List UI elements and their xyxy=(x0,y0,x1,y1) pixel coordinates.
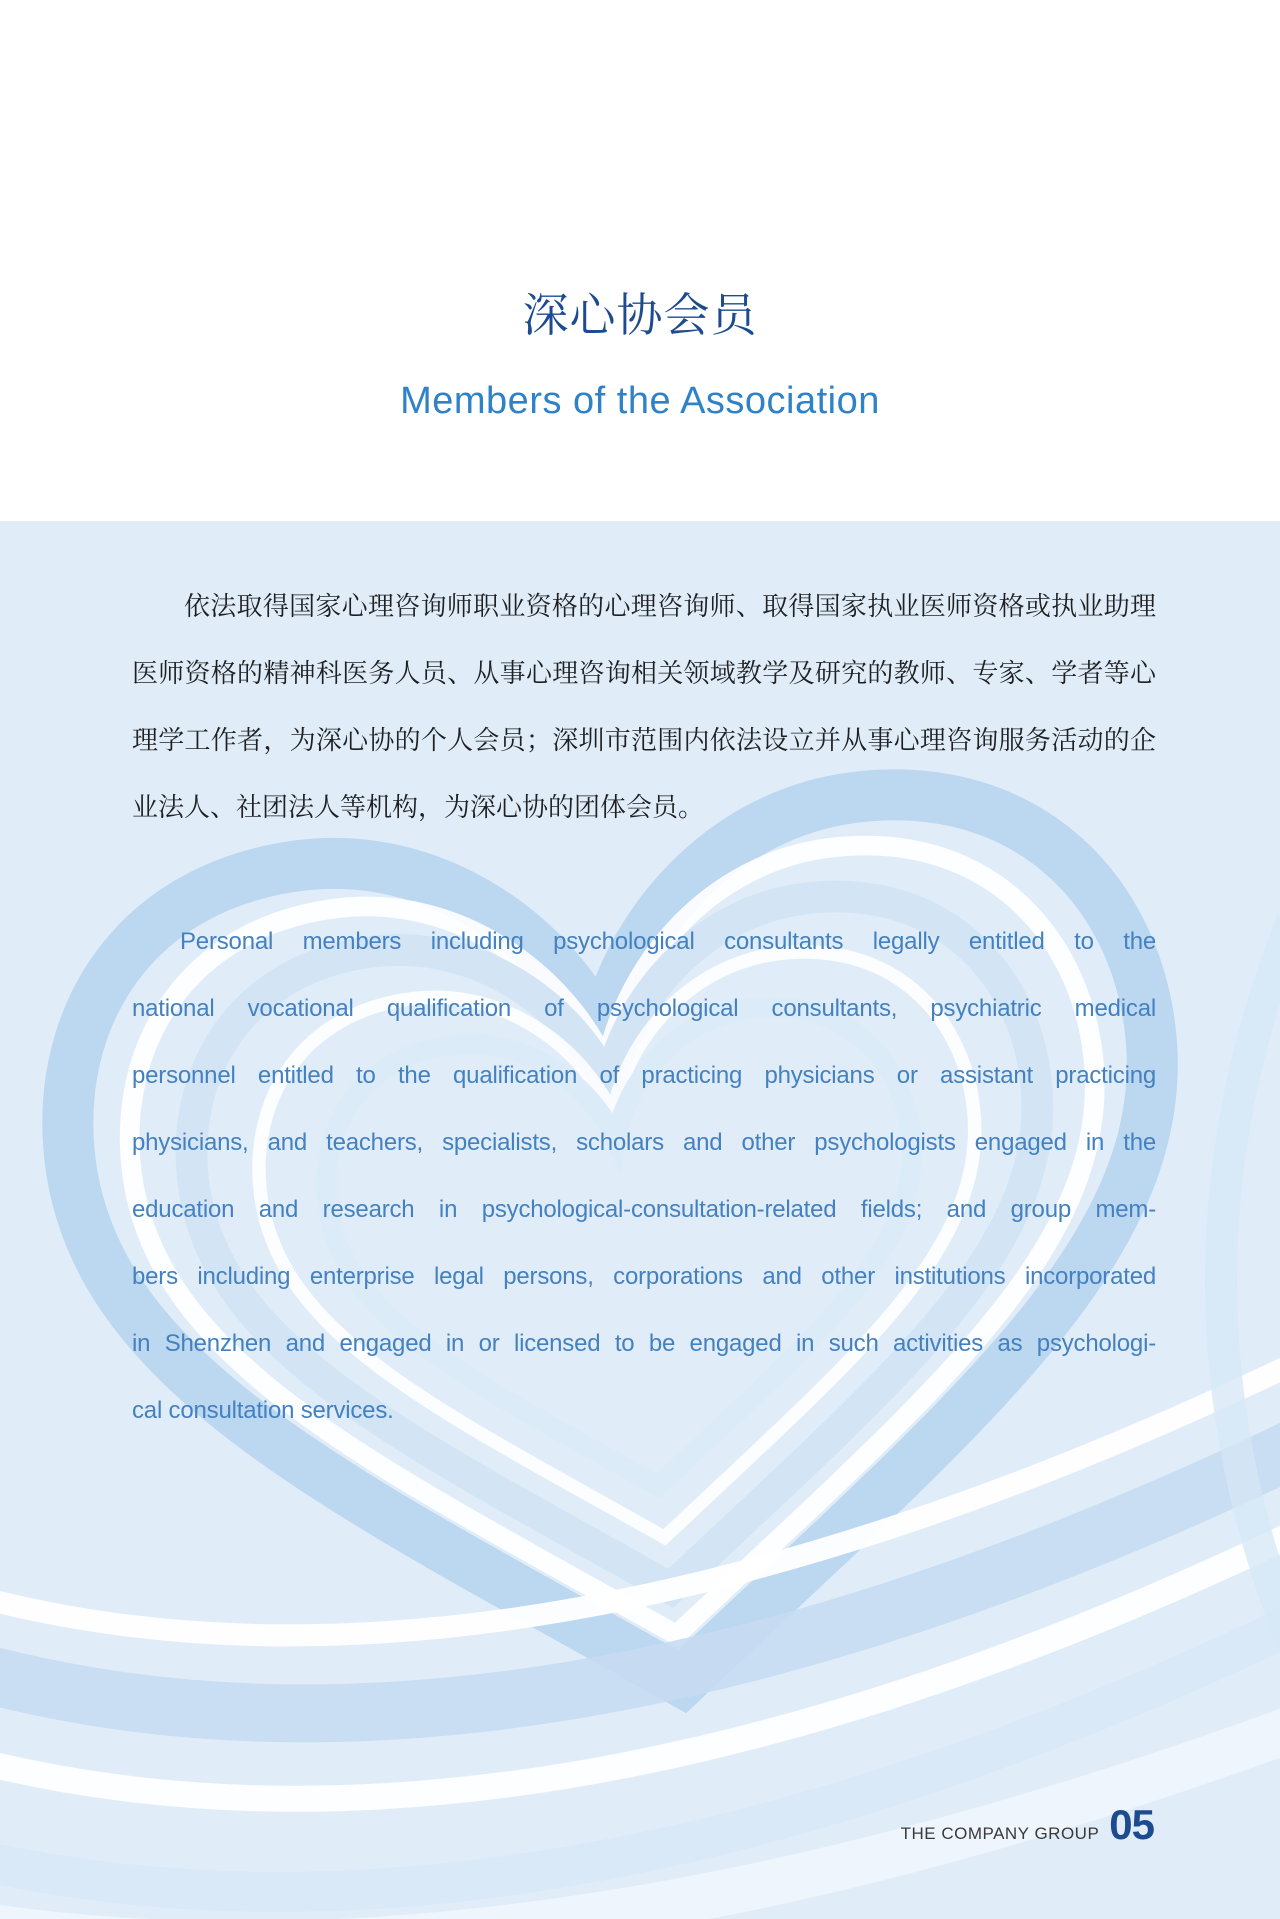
english-line: national vocational qualification of psychological consultants, psychiatric medical xyxy=(132,995,1156,1022)
english-line: physicians, and teachers, specialists, scholars and other psychologists engaged in the xyxy=(132,1129,1156,1156)
chinese-paragraph xyxy=(132,573,1156,841)
english-paragraph xyxy=(132,908,1156,1444)
page-title-english: Members of the Association xyxy=(400,380,880,422)
text-column xyxy=(132,521,1156,1444)
page-title-chinese: 深心协会员 xyxy=(522,289,758,341)
english-line: bers including enterprise legal persons, corporations and other institutions incorporated xyxy=(132,1263,1156,1290)
content-area xyxy=(0,521,1280,1919)
footer-company-label: THE COMPANY GROUP xyxy=(900,1824,1100,1843)
english-line: Personal members including psychological consultants legally entitled to the xyxy=(180,928,1156,955)
page-footer xyxy=(900,1801,1154,1848)
english-line: in Shenzhen and engaged in or licensed to be engaged in such activities as psychologi- xyxy=(132,1330,1156,1357)
english-line: personnel entitled to the qualification of practicing physicians or assistant practicing xyxy=(132,1062,1156,1089)
page-header xyxy=(0,0,1280,521)
english-line: education and research in psychological-consultation-related fields; and group mem- xyxy=(132,1196,1156,1223)
chinese-line: 医师资格的精神科医务人员、从事心理咨询相关领域教学及研究的教师、专家、学者等心 xyxy=(132,658,1156,688)
english-line: cal consultation services. xyxy=(132,1397,394,1424)
chinese-line: 依法取得国家心理咨询师职业资格的心理咨询师、取得国家执业医师资格或执业助理 xyxy=(184,591,1156,621)
footer-page-number: 05 xyxy=(1109,1801,1154,1848)
chinese-line: 理学工作者，为深心协的个人会员；深圳市范围内依法设立并从事心理咨询服务活动的企 xyxy=(132,725,1156,755)
chinese-line: 业法人、社团法人等机构，为深心协的团体会员。 xyxy=(132,792,705,822)
